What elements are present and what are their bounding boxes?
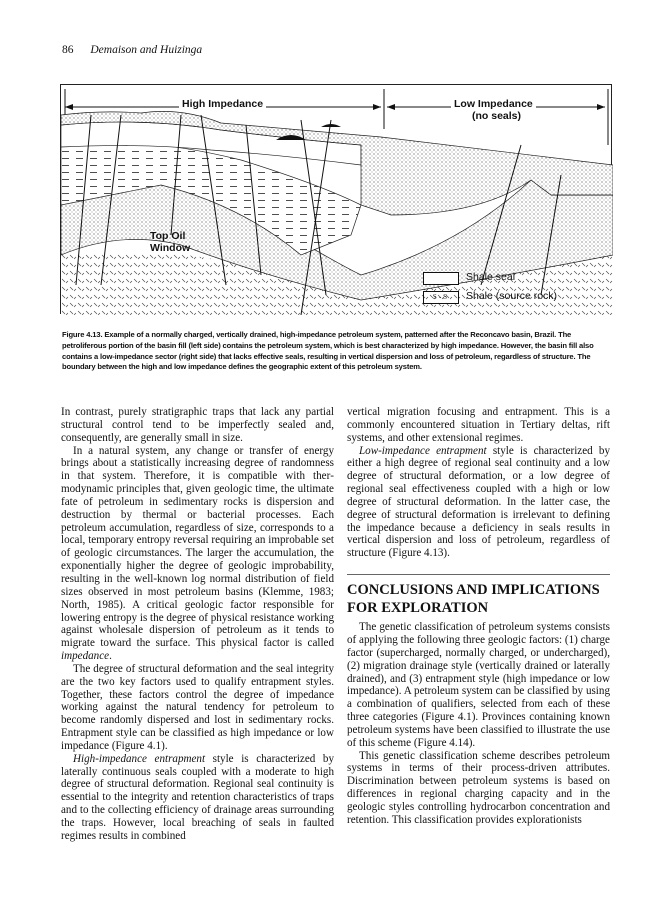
paragraph-text: . bbox=[109, 650, 112, 663]
cross-section-diagram bbox=[61, 85, 613, 315]
source-symbol: S bbox=[443, 293, 450, 301]
legend-source-rock: Shale (source rock) bbox=[466, 290, 558, 302]
right-column bbox=[347, 406, 610, 827]
paragraph: In contrast, purely stratigraphic traps that lack any partial structural control tend to be imperfectly sealed and, consequently, are generally small in size. bbox=[61, 406, 334, 444]
high-impedance-label: High Impedance bbox=[179, 98, 266, 110]
no-seals-label: (no seals) bbox=[472, 110, 522, 122]
paragraph: The genetic classification of petroleum systems consists of applying the following three geologic factors: (1) charge factor (supercharged, normally charged, or undercharged), (2) migration drainage style (vertically drained or laterally drained), and (3) entrapment style (high impedance or low impedance). A petroleum system can be classified by using a combination of qualifiers, selected from each of these three categories (Figure 4.1). Provinces containing known petroleum systems have been classified to illustrate the use of this scheme (Figure 4.14). bbox=[347, 621, 610, 749]
italic-term: Low-impedance entrapment bbox=[359, 444, 487, 457]
paragraph: The degree of structural deformation and the seal integrity are the two key factors used to qualify entrapment styles. Together, these factors control the degree of impedance working against the natural tendency for petroleum to become randomly dispersed and lost in sedimentary rocks. Entrapment style can be classified as high impedance or low impedance (Figure 4.1). bbox=[61, 662, 334, 752]
paragraph: This genetic classification scheme describes petroleum systems in terms of their process-driven attributes. Discrimination between petroleum systems is based on differences in regional charging capacity and in the geologic styles controlling hydrocarbon concentration and retention. This classification provides explorationists bbox=[347, 749, 610, 826]
source-symbol: S bbox=[432, 293, 439, 301]
italic-term: High-impedance entrapment bbox=[73, 752, 206, 765]
paragraph-text: style is characterized by either a high degree of regional seal continuity and a low degree of structural deformation, or a low degree of regional seal effectiveness coupled with a high or low degree of structural deformation. In the latter case, the degree of structural deformation is irrelevant to defining the impedance because a deficiency in seals results in vertical dispersion and loss of petroleum, regardless of structure (Figure 4.13). bbox=[347, 444, 611, 560]
paragraph bbox=[61, 445, 334, 663]
section-heading: CONCLUSIONS AND IMPLICATIONS FOR EXPLORATION bbox=[347, 582, 600, 617]
italic-term: impedance bbox=[61, 650, 110, 663]
paragraph: vertical migration focusing and entrapment. This is a commonly encountered situation in Tertiary deltas, rift systems, and other extensional regimes. bbox=[347, 406, 610, 444]
running-header-authors: Demaison and Huizinga bbox=[90, 44, 203, 56]
figure-cross-section bbox=[60, 84, 612, 314]
running-header bbox=[62, 44, 202, 56]
paragraph bbox=[347, 445, 610, 561]
legend-swatch-source-rock: S-S bbox=[423, 291, 459, 304]
page-number: 86 bbox=[62, 44, 74, 56]
window-label: Window bbox=[150, 242, 191, 254]
paragraph bbox=[61, 753, 334, 843]
figure-caption: Figure 4.13. Example of a normally charged, vertically drained, high-impedance petroleum system, patterned after the Reconcavo basin, Brazil. The petroliferous portion of the basin fill (left side) contains the petroleum system, which is best characterized by high impedance. However, the basin fill also contains a low-impedance sector (right side) that lacks effective seals, resulting in vertical dispersion and loss of petroleum, regardless of structure. The boundary between the high and low impedance defines the geographic extent of this petroleum system. bbox=[62, 330, 594, 372]
top-oil-label: Top Oil bbox=[150, 230, 186, 242]
section-divider bbox=[347, 574, 610, 575]
left-column bbox=[61, 406, 334, 843]
low-impedance-label: Low Impedance bbox=[451, 98, 536, 110]
paragraph-text: style is characterized by laterally continuous seals coupled with a moderate to high degree of structural deformation. Regional seal continuity is essential to the integrity and retention characteristics of traps and to the collecting efficiency of drainage areas surrounding the traps. However, local breaching of seals in faulted regimes results in combined bbox=[61, 752, 334, 842]
legend-swatch-shale-seal bbox=[423, 272, 459, 285]
legend-shale-seal: Shale seal bbox=[466, 271, 516, 283]
paragraph-text: In a natural system, any change or transfer of energy brings about a statistically increasing degree of randomness in that system. Therefore, it is compatible with thermodynamic principles that, given geologic time, the ultimate fate of petroleum in sedimentary rocks is dispersion and destruction by thermal or bacterial processes. Each petroleum accumulation, regardless of size, corresponds to a local, temporary entropy reversal requiring an improbable set of geologic circumstances. The larger the accumulation, the exponentially higher the degree of geologic improbability, resulting in the well-known log normal distribution of field sizes observed in most petroleum basins (Klemme, 1983; North, 1985). A critical geologic factor responsible for lowering entropy is the degree of physical resistance working against wholesale dispersion of petroleum as it tends to migrate toward the surface. This physical factor is called bbox=[61, 444, 334, 650]
